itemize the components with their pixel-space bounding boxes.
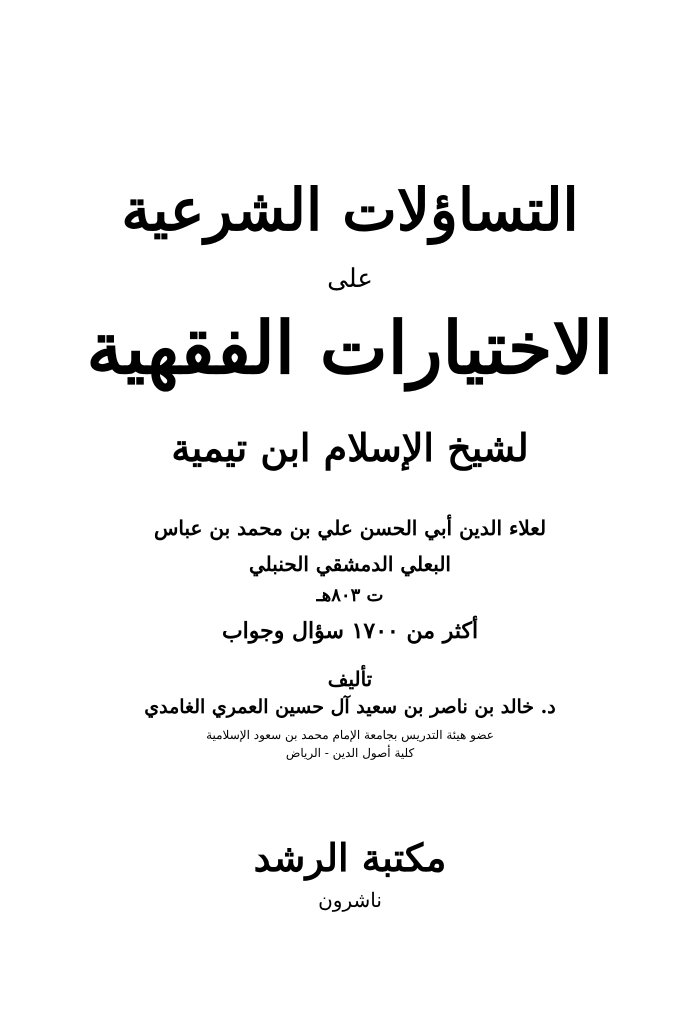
main-title-line1: التساؤلات الشرعية (121, 176, 579, 244)
subtitle: لشيخ الإسلام ابن تيمية (171, 425, 529, 470)
publisher-name: مكتبة الرشد (253, 835, 447, 880)
publisher-role: ناشرون (318, 888, 382, 912)
compiler-position-2: كلية أصول الدين - الرياض (285, 746, 415, 760)
main-title-line2: الاختيارات الفقهية (86, 305, 614, 390)
original-author-line1: لعلاء الدين أبي الحسن علي بن محمد بن عباس (153, 516, 547, 540)
original-author-line2: البعلي الدمشقي الحنبلي (249, 552, 451, 576)
authorship-label: تأليف (327, 667, 373, 691)
compiler-position-1: عضو هيئة التدريس بجامعة الإمام محمد بن سعود الإسلامية (206, 728, 494, 742)
title-connector: على (327, 264, 373, 294)
question-count: أكثر من ١٧٠٠ سؤال وجواب (221, 618, 479, 644)
author-death-date: ت ٨٠٣هـ (316, 585, 384, 606)
compiler-name: د. خالد بن ناصر بن سعيد آل حسين العمري الغامدي (144, 696, 556, 718)
